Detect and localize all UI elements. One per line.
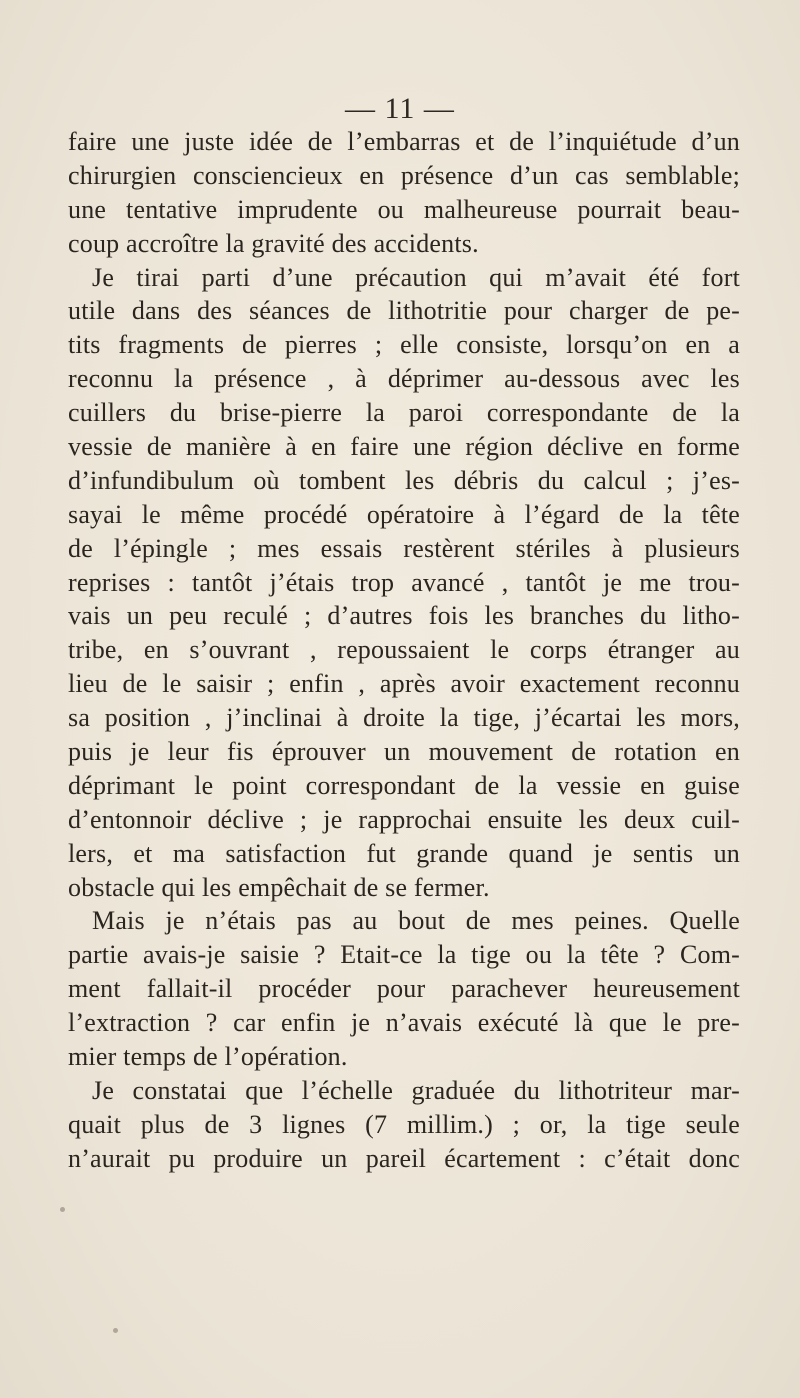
text-line: Je constatai que l’échelle graduée du lithotriteur mar- — [92, 1075, 740, 1105]
text-line: coup accroître la gravité des accidents. — [68, 228, 479, 258]
text-line: d’infundibulum où tombent les débris du calcul ; j’es- — [68, 465, 740, 495]
text-line: n’aurait pu produire un pareil écartement : c’était donc — [68, 1143, 740, 1173]
text-line: Mais je n’étais pas au bout de mes peines. Quelle — [92, 906, 740, 936]
text-line: faire une juste idée de l’embarras et de l’inquiétude d’un — [68, 127, 740, 156]
text-line: vais un peu reculé ; d’autres fois les branches du litho- — [68, 601, 740, 631]
paper-speck — [113, 1328, 118, 1333]
body-text — [68, 125, 740, 1176]
text-line: d’entonnoir déclive ; je rapprochai ensuite les deux cuil- — [68, 804, 740, 834]
text-line: tribe, en s’ouvrant , repoussaient le corps étranger au — [68, 635, 740, 665]
text-line: de l’épingle ; mes essais restèrent stériles à plusieurs — [68, 533, 740, 563]
text-line: puis je leur fis éprouver un mouvement de rotation en — [68, 737, 740, 767]
text-line: déprimant le point correspondant de la vessie en guise — [68, 770, 740, 800]
text-line: partie avais-je saisie ? Etait-ce la tige ou la tête ? Com- — [68, 940, 740, 970]
text-line: tits fragments de pierres ; elle consiste, lorsqu’on en a — [68, 330, 740, 360]
text-line: vessie de manière à en faire une région déclive en forme — [68, 432, 740, 462]
text-line: reconnu la présence , à déprimer au-dessous avec les — [68, 364, 740, 394]
text-line: obstacle qui les empêchait de se fermer. — [68, 872, 490, 902]
text-line: une tentative imprudente ou malheureuse pourrait beau- — [68, 194, 740, 224]
text-line: ment fallait-il procéder pour parachever heureusement — [68, 974, 740, 1004]
text-line: Je tirai parti d’une précaution qui m’avait été fort — [92, 262, 740, 292]
text-line: chirurgien consciencieux en présence d’un cas semblable; — [68, 160, 740, 190]
text-line: l’extraction ? car enfin je n’avais exécuté là que le pre- — [68, 1008, 740, 1038]
text-line: cuillers du brise-pierre la paroi correspondante de la — [68, 398, 740, 428]
text-line: quait plus de 3 lignes (7 millim.) ; or, la tige seule — [68, 1109, 740, 1139]
text-line: utile dans des séances de lithotritie pour charger de pe- — [68, 296, 740, 326]
page-number: — 11 — — [345, 92, 455, 125]
text-line: sa position , j’inclinai à droite la tige, j’écartai les mors, — [68, 703, 740, 733]
text-line: mier temps de l’opération. — [68, 1042, 348, 1072]
text-line: lieu de le saisir ; enfin , après avoir exactement reconnu — [68, 669, 740, 699]
text-line: lers, et ma satisfaction fut grande quand je sentis un — [68, 838, 740, 868]
text-line: reprises : tantôt j’étais trop avancé , tantôt je me trou- — [68, 567, 740, 597]
text-line: sayai le même procédé opératoire à l’égard de la tête — [68, 499, 740, 529]
paper-speck — [60, 1207, 65, 1212]
